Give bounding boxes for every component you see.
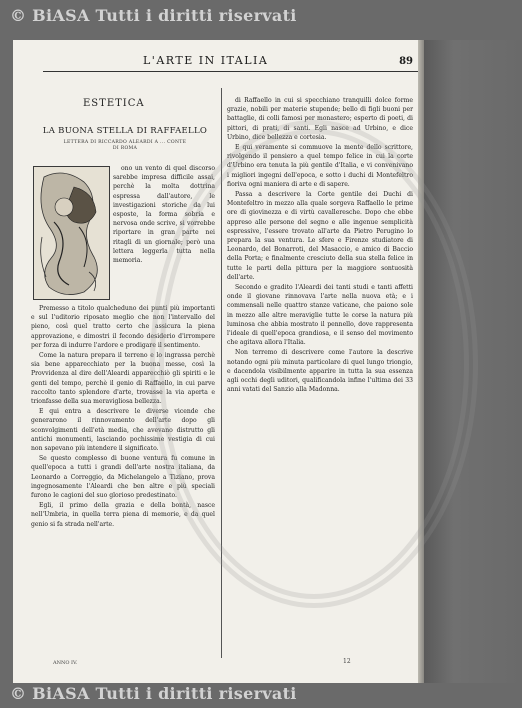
newspaper-page [13, 40, 418, 683]
left-column [31, 304, 215, 530]
left-paragraph: E qui entra a descrivere le diverse vicende che generarono il rinnovamento dell'arte dopo gli sconvolgimenti dell'età media, che avevano distrutto gli antichi monumenti, lasciando pochissime vestigia di cui non sapevano più intendere il significato. [31, 408, 215, 453]
article-title: LA BUONA STELLA DI RAFFAELLO [42, 126, 208, 136]
right-paragraph: Non terremo di descrivere come l'autore la descrive notando ogni più minuta particolare di quel lungo triongio, e dacendola visibilmente apparire in tutta la sua essenza agli occhi degli uditori, qualificandola infine l'ultima dei 33 anni vatati del Sanzio alla Madonna. [227, 349, 413, 394]
footer-volume: ANNO IV. [53, 660, 78, 666]
page-header [143, 54, 413, 67]
right-paragraph: Passa a descrivere la Corte gentile dei Duchi di Montefeltro in mezzo alla quale sorgeva Raffaello le prime ore di giovinezza e di virtù cavalleresche. Dopo che ebbe appreso alle persone del segno e alle ingenue semplicità espressive, l'essere trovato all'arte da Pietro Perugino lo prepara la sua ventura. Le sfere e Firenze studiatore di Leonardo, del Bonarroti, del Masaccio, e amico di Baccio della Porta; e finalmente cresciuto della sua stella felice in tutte le parti della pittura per la maggiore sontuosità dell'arte. [227, 191, 413, 281]
subtitle-line: DI ROMA [112, 146, 138, 151]
intro-text [113, 164, 215, 266]
watermark-top: © BiASA Tutti i diritti riservati [10, 6, 297, 25]
footer-signature: 12 [343, 658, 351, 665]
watermark-bottom: © BiASA Tutti i diritti riservati [10, 684, 297, 703]
section-title: ESTETICA [83, 98, 145, 109]
right-column [227, 96, 413, 396]
page-number: 89 [399, 56, 413, 67]
right-paragraph: Secondo e gradito l'Aleardi dei tanti studi e tanti affetti onde il giovane rinnovava l'arte nella nuova età; e i commensali nelle quattro stanze vaticane, che paiono sole in mezzo alle altre meraviglie tutte le corse la natura più luminosa che abbia mostrato il pennello, dove rappresenta l'ideale di quell'epoca grandiosa, e il senso del movimento che agitava allora l'Italia. [227, 284, 413, 347]
scanner-background [424, 40, 522, 683]
left-paragraph: Se questo complesso di buone ventura fu comune in quell'epoca a tutti i grandi dell'arte nostra italiana, da Leonardo a Correggio, da Michelangelo a Tiziano, prova ingegnosamente l'Aleardi che ben altre e più speciali furono le cagioni del suo glorioso predestinato. [31, 455, 215, 500]
header-rule [43, 71, 418, 72]
column-divider [221, 88, 222, 658]
decorated-initial-illustration [33, 166, 110, 300]
left-paragraph: Come la natura prepara il terreno e lo ingrassa perchè sia bene apparecchiato per la buona messe, così la Provvidenza al dire dell'Aleardi apparecchiò gli spiriti e le genti del tempo, perchè il genio di Raffaello, in cui parve raccolto tanto splendore d'arte, trovasse la via aperta e trionfasse della sua meravigliosa bellezza. [31, 352, 215, 406]
angel-initial-icon [34, 167, 109, 299]
subtitle-line: LETTERA DI RICCARDO ALEARDI A ... CONTE [63, 140, 187, 145]
article-subtitle [35, 140, 215, 152]
intro-paragraph: ono un vento di quel discorso sarebbe impresa difficile assai, perchè la molta dottrina espressa dall'autore, le investigazioni storiche da lui esposte, la forma sobria e nervosa onde scrive, si vorrebbe riportare in gran parte nei ritagli di un giornale; però una lettera leggerla tutta nella memoria. [113, 165, 215, 265]
left-paragraph: Premesso a titolo qualcheduno dei punti più importanti e sul l'uditorio riposato meglio che non l'intervallo del pieno, così quel tratto certo che assicura la piena approvazione, e dimostri il fecondo desiderio d'irrompere per forza di indurre l'ardore e prodigare il sentimento. [31, 305, 215, 349]
right-paragraph: di Raffaello in cui si specchiano tranquilli dolce forme grazie, nobili per materie stupende; bello di figli buoni per battaglie, di colli famosi per monastero; esperto di poeti, di pittori, di prati, di santi. Egli nasce ad Urbino, e dice Urbino, dice bellezza e cortesia. [227, 97, 413, 141]
running-title: L'ARTE IN ITALIA [143, 54, 269, 67]
left-paragraph: Egli, il primo della grazia e della bontà, nasce nell'Umbria, in quella terra piena di memorie, e da quel genio si fa strada nell'arte. [31, 502, 215, 528]
right-paragraph: E qui veramente si commuove la mente dello scrittore, rivolgendo il pensiero a quel tempo felice in cui la corte d'Urbino era tenuta la più gentile d'Italia, e vi convenivano i migliori ingegni dell'epoca, e sotto i duchi di Montefeltro fioriva ogni maniera di arte e di sapere. [227, 144, 413, 188]
